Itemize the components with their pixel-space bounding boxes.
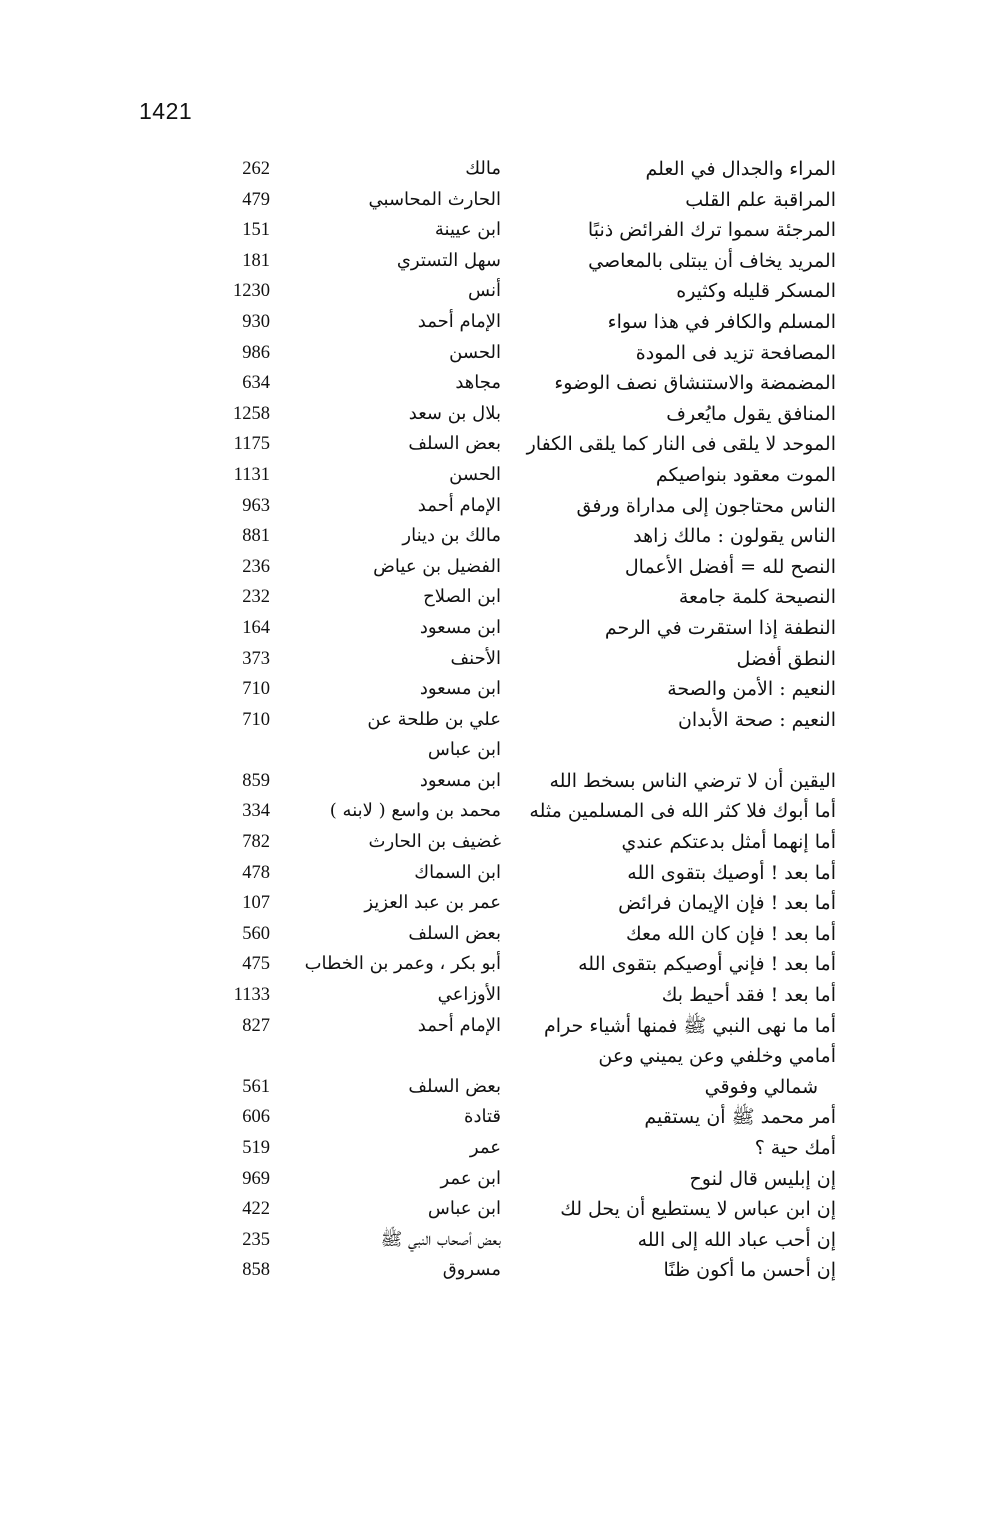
index-source: غضيف بن الحارث [368,831,501,853]
index-row [0,674,986,705]
index-page-ref: 561 [242,1076,270,1097]
index-source: ابن عباس [427,739,501,761]
index-source: بعض السلف [408,922,501,944]
index-page-ref: 164 [242,617,270,638]
index-phrase: اليقين أن لا ترضي الناس بسخط الله [549,769,836,792]
index-page-ref: 334 [242,801,270,822]
index-source: محمد بن واسع ( لابنه ) [329,800,501,822]
index-row [0,644,986,675]
index-row [0,796,986,827]
index-page-ref: 827 [242,1015,270,1036]
index-page-ref: 963 [242,495,270,516]
index-source: مالك بن دينار [402,525,501,547]
index-row [0,980,986,1011]
index-phrase: إن ابن عباس لا يستطيع أن يحل لك [560,1198,836,1221]
index-phrase: إن إبليس قال لنوح [689,1167,836,1190]
index-page-ref: 782 [242,832,270,853]
index-page-ref: 859 [242,770,270,791]
index-phrase: أما بعد ! فإن كان الله معك [625,922,836,945]
index-phrase: المرجئة سموا ترك الفرائض ذنبًا [587,219,836,242]
index-source: عمر [469,1137,501,1158]
index-phrase: أمر محمد ﷺ أن يستقيم [644,1106,836,1129]
index-source: بعض أصحاب النبي ﷺ [380,1228,501,1250]
index-row [0,1102,986,1133]
index-row [0,858,986,889]
index-page-ref: 1258 [233,403,270,424]
index-source: مسروق [442,1259,501,1281]
index-phrase: أما بعد ! فقد أحيط بك [661,984,836,1007]
index-row [0,888,986,919]
index-phrase: المضمضة والاستنشاق نصف الوضوء [554,372,836,395]
index-row [0,338,986,369]
index-source: الأحنف [450,647,501,669]
index-phrase: المسلم والكافر في هذا سواء [607,310,836,333]
index-source: سهل التستري [396,249,501,271]
index-phrase: أما أبوك فلا كثر الله فى المسلمين مثله [529,800,836,823]
index-row [0,215,986,246]
index-row [0,766,986,797]
index-source: الإمام أحمد [417,310,501,332]
index-page-ref: 986 [242,342,270,363]
index-phrase: المنافق يقول مايُعرف [666,402,836,425]
index-source: الحسن [449,463,501,485]
index-row [0,1255,986,1286]
index-phrase: النعيم : صحة الأبدان [677,708,836,731]
index-phrase: أما بعد ! فإن الإيمان فرائض [618,892,836,915]
index-page-ref: 1131 [233,464,270,485]
index-phrase: الموحد لا يلقى فى النار كما يلقى الكفار [526,433,836,456]
index-phrase: الناس محتاجون إلى مداراة ورفق [576,494,836,517]
index-source: ابن مسعود [419,678,501,700]
index-phrase: أمامي وخلفي وعن يميني وعن [598,1045,836,1068]
index-source: ابن الصلاح [423,586,501,608]
index-phrase: المريد يخاف أن يبتلى بالمعاصي [588,249,836,272]
index-page-ref: 422 [242,1199,270,1220]
index-page-ref: 475 [242,954,270,975]
index-row [0,429,986,460]
index-phrase: الموت معقود بنواصيكم [655,463,836,486]
index-source: الحسن [449,341,501,363]
index-page-ref: 710 [242,679,270,700]
index-row [0,1225,986,1256]
index-row [0,919,986,950]
index-row [0,552,986,583]
index-page-ref: 478 [242,862,270,883]
index-row [0,949,986,980]
index-row [0,827,986,858]
index-source: الفضيل بن عياض [373,555,501,577]
index-source: مجاهد [455,372,501,394]
index-row [0,1164,986,1195]
index-page-ref: 560 [242,923,270,944]
index-phrase: المصافحة تزيد فى المودة [635,341,836,364]
index-source: الحارث المحاسبي [368,188,501,210]
index-row [0,460,986,491]
index-row [0,491,986,522]
index-row [0,185,986,216]
index-page-ref: 373 [242,648,270,669]
index-page-ref: 232 [242,587,270,608]
index-row [0,705,986,736]
index-source: بعض السلف [408,1075,501,1097]
index-source: ابن السماك [414,861,501,883]
index-row [0,1011,986,1042]
index-page-ref: 519 [242,1138,270,1158]
index-source: الإمام أحمد [417,494,501,516]
index-source: عمر بن عبد العزيز [364,892,501,914]
index-row [0,582,986,613]
index-phrase: المراء والجدال في العلم [645,158,836,180]
index-source: علي بن طلحة عن [367,708,501,730]
page-number: 1421 [139,98,193,124]
index-phrase: الناس يقولون : مالك زاهد [633,525,836,548]
index-source: ابن مسعود [419,616,501,638]
index-table [0,154,986,1286]
index-page-ref: 930 [242,311,270,332]
index-source: مالك [465,158,501,179]
index-source: الإمام أحمد [417,1014,501,1036]
index-page-ref: 969 [242,1168,270,1189]
index-page-ref: 710 [242,709,270,730]
index-page-ref: 858 [242,1260,270,1281]
index-source: ابن مسعود [419,769,501,791]
index-row [0,1072,986,1103]
index-row [0,276,986,307]
index-page-ref: 881 [242,526,270,547]
index-phrase: أما بعد ! أوصيك بتقوى الله [627,861,836,884]
index-phrase: النصيحة كلمة جامعة [678,586,836,609]
index-phrase: النطفة إذا استقرت في الرحم [604,616,836,639]
index-source: الأوزاعي [437,984,501,1006]
index-page-ref: 1175 [233,434,270,455]
index-phrase: أما بعد ! فإني أوصيكم بتقوى الله [578,953,836,976]
index-phrase: أمك حية ؟ [754,1137,836,1159]
index-source: أبو بكر ، وعمر بن الخطاب [304,953,501,975]
index-row [0,735,986,766]
index-page-ref: 1133 [233,985,270,1006]
index-row [0,246,986,277]
index-source: ابن عمر [440,1167,501,1189]
index-phrase: المسكر قليله وكثيره [676,280,836,303]
index-row [0,307,986,338]
index-source: بعض السلف [408,433,501,455]
index-row [0,613,986,644]
index-row [0,1194,986,1225]
index-row [0,368,986,399]
index-phrase: المراقبة علم القلب [685,188,836,211]
index-phrase: النطق أفضل [736,647,836,670]
index-page-ref: 606 [242,1107,270,1128]
index-page-ref: 181 [242,250,270,271]
index-row [0,399,986,430]
index-page-ref: 236 [242,556,270,577]
index-source: ابن عباس [427,1198,501,1220]
index-phrase: النعيم : الأمن والصحة [667,678,836,701]
index-page-ref: 151 [242,220,270,241]
index-phrase: إن أحب عباد الله إلى الله [637,1228,836,1251]
index-row [0,1041,986,1072]
index-page-ref: 107 [242,893,270,914]
index-page-ref: 1230 [233,281,270,302]
index-page-ref: 479 [242,189,270,210]
index-phrase: شمالي وفوقي [704,1075,818,1098]
index-source: أنس [468,280,501,302]
index-source: بلال بن سعد [408,402,501,424]
index-page-ref: 262 [242,159,270,179]
index-row [0,154,986,185]
index-phrase: النصح لله = أفضل الأعمال [624,555,836,578]
index-row [0,521,986,552]
index-row [0,1133,986,1164]
index-page-ref: 235 [242,1229,270,1250]
index-source: قتادة [464,1106,501,1128]
index-source: ابن عيينة [434,219,501,241]
index-page-ref: 634 [242,373,270,394]
index-phrase: أما إنهما أمثل بدعتكم عندي [621,831,836,854]
index-phrase: إن أحسن ما أكون ظنًا [663,1259,836,1282]
index-phrase: أما ما نهى النبي ﷺ فمنها أشياء حرام [544,1014,836,1037]
